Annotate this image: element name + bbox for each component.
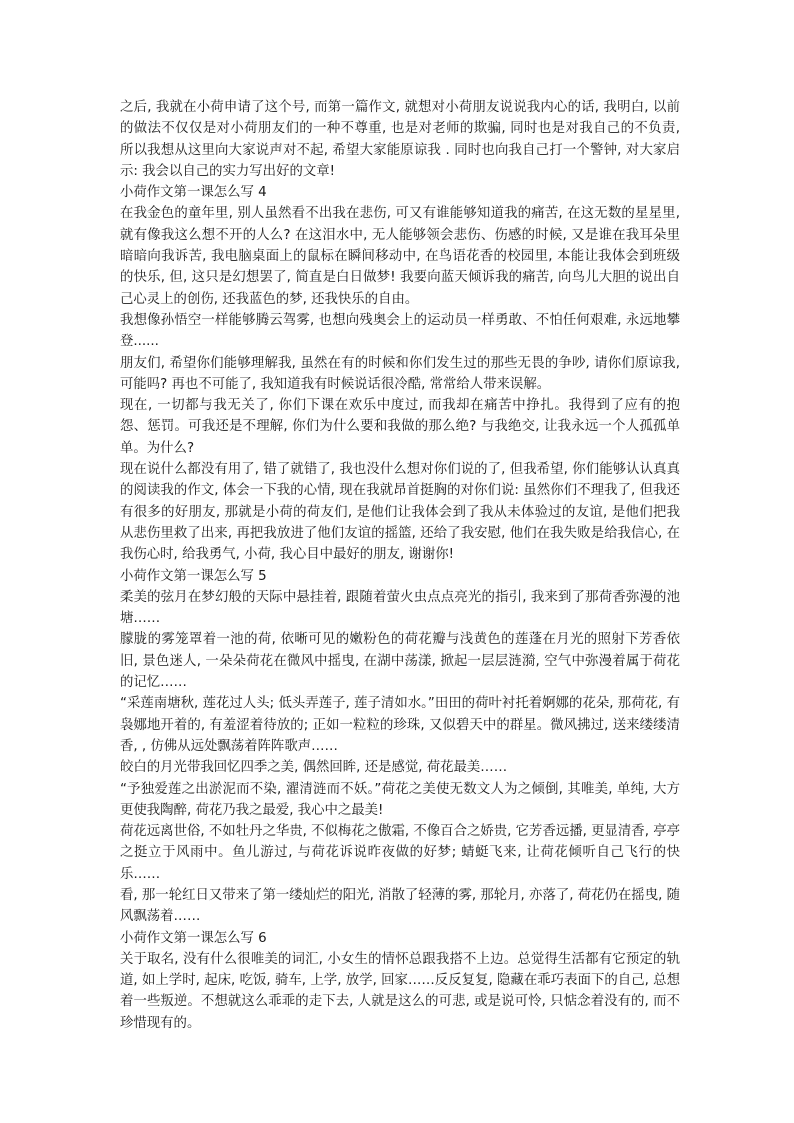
paragraph: 在我金色的童年里, 别人虽然看不出我在悲伤, 可又有谁能够知道我的痛苦, 在这无数的星星里, 就有像我这么想不开的人么? 在这泪水中, 无人能够领会悲伤、伤感的时候, 又是谁在我耳朵里暗暗向我诉苦, 我电脑桌面上的鼠标在瞬间移动中, 在鸟语花香的校园里, 本能让我体会到班级的快乐, 但, 这只是幻想罢了, 简直是白日做梦! 我要向蓝天倾诉我的痛苦, 向鸟儿大胆的说出自己心灵上的创伤, 还我蓝色的梦, 还我快乐的自由。	[120, 206, 680, 307]
paragraph: “予独爱莲之出淤泥而不染, 濯清涟而不妖。”荷花之美使无数文人为之倾倒, 其唯美, 单纯, 大方更使我陶醉, 荷花乃我之最爱, 我心中之最美!	[120, 781, 680, 818]
paragraph: 关于取名, 没有什么很唯美的词汇, 小女生的情怀总跟我搭不上边。总觉得生活都有它预定的轨道, 如上学时, 起床, 吃饭, 骑车, 上学, 放学, 回家……反反复复, 隐藏在乖巧表面下的自己, 总想着一些叛逆。不想就这么乖乖的走下去, 人就是这么的可悲, 或是说可怜, 只惦念着没有的, 而不珍惜现有的。	[120, 951, 680, 1031]
paragraph: 朦胧的雾笼罩着一池的荷, 依晰可见的嫩粉色的荷花瓣与浅黄色的莲蓬在月光的照射下芳香依旧, 景色迷人, 一朵朵荷花在微风中摇曳, 在湖中荡漾, 掀起一层层涟漪, 空气中弥漫着属于荷花的记忆……	[120, 632, 680, 691]
paragraph: 朋友们, 希望你们能够理解我, 虽然在有的时候和你们发生过的那些无畏的争吵, 请你们原谅我, 可能吗? 再也不可能了, 我知道我有时候说话很冷酷, 常常给人带来误解。	[120, 355, 680, 392]
paragraph: “采莲南塘秋, 莲花过人头; 低头弄莲子, 莲子清如水。”田田的荷叶衬托着婀娜的花朵, 那荷花, 有袅娜地开着的, 有羞涩着待放的; 正如一粒粒的珍珠, 又似碧天中的群星。微风拂过, 送来缕缕清香, , 仿佛从远处飘荡着阵阵歌声……	[120, 696, 680, 754]
paragraph: 皎白的月光带我回忆四季之美, 偶然回眸, 还是感觉, 荷花最美……	[120, 760, 508, 776]
paragraph: 现在, 一切都与我无关了, 你们下课在欢乐中度过, 而我却在痛苦中挣扎。我得到了应有的抱怨、惩罚。可我还是不理解, 你们为什么要和我做的那么绝? 与我绝交, 让我永远一个人孤孤单单。为什么?	[120, 398, 680, 456]
document-page	[120, 97, 680, 1034]
section-heading: 小荷作文第一课怎么写 5	[120, 568, 267, 584]
paragraph: 之后, 我就在小荷申请了这个号, 而第一篇作文, 就想对小荷朋友说说我内心的话, 我明白, 以前的做法不仅仅是对小荷朋友们的一种不尊重, 也是对老师的欺骗, 同时也是对我自己的不负责, 所以我想从这里向大家说声对不起, 希望大家能原谅我 . 同时也向我自己打一个警钟, 对大家启示: 我会以自己的实力写出好的文章!	[120, 100, 680, 179]
paragraph: 荷花远离世俗, 不如牡丹之华贵, 不似梅花之傲霜, 不像百合之娇贵, 它芳香远播, 更显清香, 亭亭之挺立于风雨中。鱼儿游过, 与荷花诉说昨夜做的好梦; 蜻蜓飞来, 让荷花倾听自己飞行的快乐……	[120, 824, 680, 882]
paragraph: 柔美的弦月在梦幻般的天际中悬挂着, 跟随着萤火虫点点亮光的指引, 我来到了那荷香弥漫的池塘……	[120, 589, 680, 627]
section-heading: 小荷作文第一课怎么写 6	[120, 930, 267, 946]
paragraph: 我想像孙悟空一样能够腾云驾雾, 也想向残奥会上的运动员一样勇敢、不怕任何艰难, 永远地攀登......	[120, 312, 680, 350]
paragraph: 看, 那一轮红日又带来了第一缕灿烂的阳光, 消散了轻薄的雾, 那轮月, 亦落了, 荷花仍在摇曳, 随风飘荡着……	[120, 887, 680, 925]
paragraph: 现在说什么都没有用了, 错了就错了, 我也没什么想对你们说的了, 但我希望, 你们能够认认真真的阅读我的作文, 体会一下我的心情, 现在我就昂首挺胸的对你们说: 虽然你们不理我了, 但我还有很多的好朋友, 那就是小荷的荷友们, 是他们让我体会到了我从未体验过的友谊, 是他们把我从悲伤里救了出来, 再把我放进了他们友谊的摇篮, 还给了我安慰, 他们在我失败是给我信心, 在我伤心时, 给我勇气, 小荷, 我心目中最好的朋友, 谢谢你!	[120, 462, 680, 563]
section-heading: 小荷作文第一课怎么写 4	[120, 185, 267, 201]
